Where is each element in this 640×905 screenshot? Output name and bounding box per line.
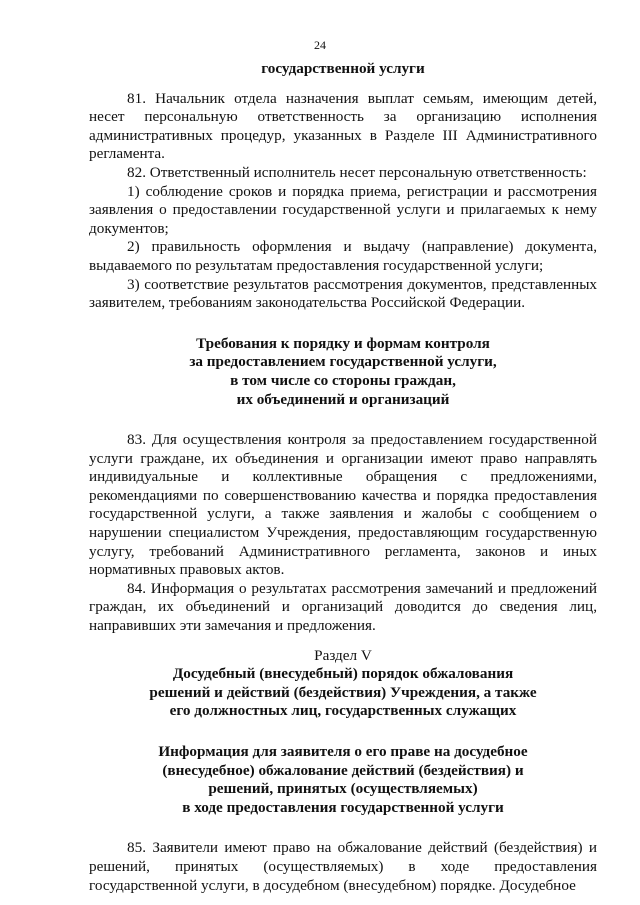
section-title-line: решений и действий (бездействия) Учреждения, а также — [149, 683, 537, 701]
control-heading-line: в том числе со стороны граждан, — [230, 371, 456, 389]
list-item-1: 1) соблюдение сроков и порядка приема, регистрации и рассмотрения заявления о предоставлении государственной услуги и прилагаемых к нему документов; — [89, 182, 597, 237]
control-heading — [89, 335, 597, 409]
document-body — [89, 60, 597, 895]
paragraph-85: 85. Заявители имеют право на обжалование действий (бездействия) и решений, принятых (осуществляемых) в ходе предоставления государственной услуги, в досудебном (внесудебном) порядке. Досудебное — [89, 839, 597, 894]
control-heading-line: Требования к порядку и формам контроля — [196, 334, 490, 352]
control-heading-line: их объединений и организаций — [236, 390, 450, 408]
paragraph-82: 82. Ответственный исполнитель несет персональную ответственность: — [127, 163, 587, 181]
paragraph-83: 83. Для осуществления контроля за предоставлением государственной услуги граждане, их объединения и организации имеют право направлять индивидуальные и коллективные обращения с предложениями, рекомендациями по совершенствованию качества и порядка предоставления государственной услуги, а также заявления и жалобы с сообщением о нарушении специалистом Учреждения, предоставляющим государственную услугу, требований Административного регламента, законов и иных нормативных правовых актов. — [89, 431, 597, 579]
paragraph-84: 84. Информация о результатах рассмотрения замечаний и предложений граждан, их объединений и организаций доводится до сведения лиц, направивших эти замечания и предложения. — [89, 579, 597, 635]
section-title — [89, 665, 597, 721]
info-heading-line: решений, принятых (осуществляемых) — [208, 780, 478, 798]
list-item-3: 3) соответствие результатов рассмотрения документов, представленных заявителем, требованиям законодательства Российской Федерации. — [89, 275, 597, 312]
info-heading-line: в ходе предоставления государственной услуги — [182, 798, 504, 816]
info-heading — [89, 743, 597, 817]
continued-heading: государственной услуги — [261, 60, 425, 77]
section-label: Раздел V — [314, 646, 372, 664]
info-heading-line: (внесудебное) обжалование действий (бездействия) и — [162, 761, 524, 779]
list-item-2: 2) правильность оформления и выдачу (направление) документа, выдаваемого по результатам предоставления государственной услуги; — [89, 238, 597, 274]
page-number: 24 — [314, 38, 326, 52]
control-heading-line: за предоставлением государственной услуги, — [189, 353, 497, 371]
paragraph-81: 81. Начальник отдела назначения выплат семьям, имеющим детей, несет персональную ответственность за организацию исполнения административных процедур, указанных в Разделе III Административного регламента. — [89, 89, 597, 163]
section-title-line: Досудебный (внесудебный) порядок обжалования — [172, 665, 514, 683]
section-title-line: его должностных лиц, государственных служащих — [169, 702, 517, 720]
info-heading-line: Информация для заявителя о его праве на досудебное — [158, 743, 528, 760]
